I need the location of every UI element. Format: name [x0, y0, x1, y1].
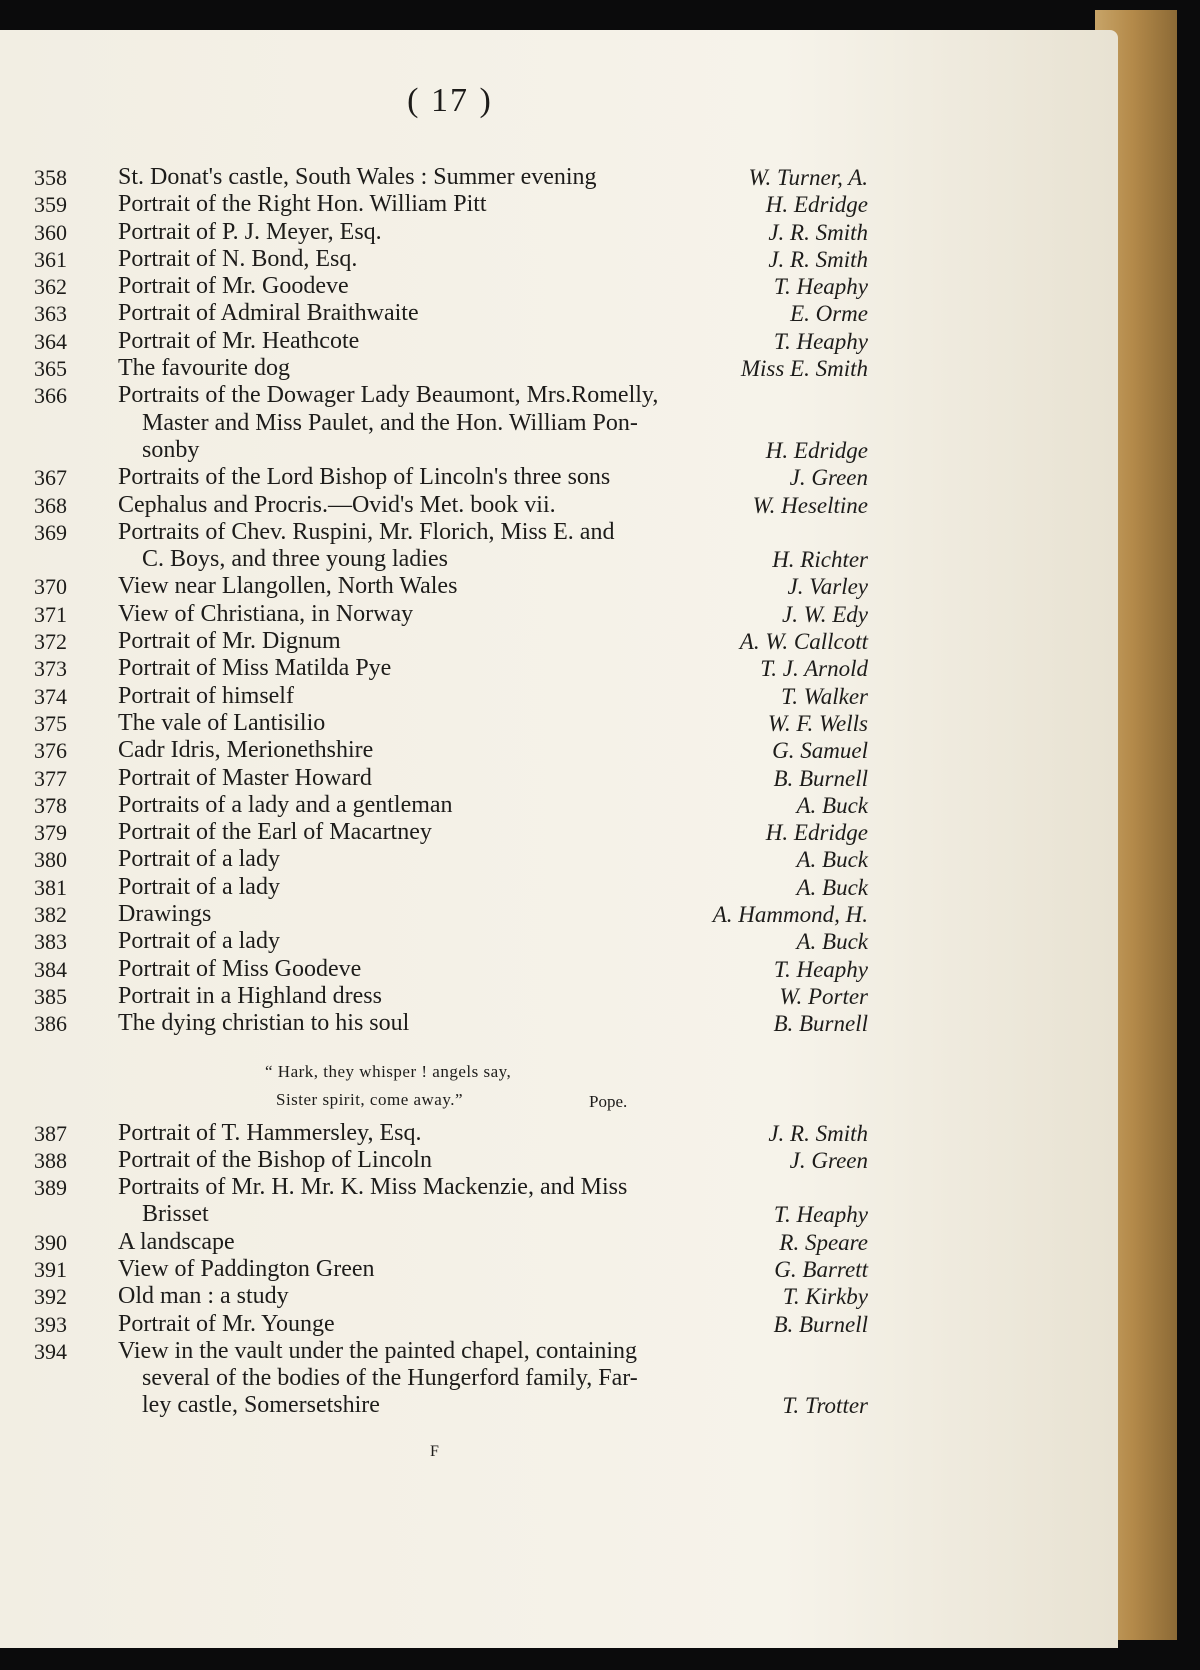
entry-row — [0, 191, 900, 218]
entry-row — [0, 573, 900, 600]
entry-row — [0, 1283, 900, 1310]
entry-artist: T. Heaphy — [773, 1202, 868, 1228]
entry-row — [0, 683, 900, 710]
entry-title: Portrait of P. J. Meyer, Esq. — [118, 218, 382, 245]
entry-artist: H. Edridge — [765, 820, 868, 846]
entry-row — [0, 1120, 900, 1147]
entry-title: Portrait of Mr. Heathcote — [118, 327, 360, 354]
entry-number: 383 — [34, 929, 67, 955]
entry-artist: Miss E. Smith — [740, 356, 868, 382]
entry-artist: H. Edridge — [765, 192, 868, 218]
entry-title: St. Donat's castle, South Wales : Summer evening — [118, 164, 597, 190]
entry-title: Portrait of a lady — [118, 846, 280, 873]
entry-row — [0, 1365, 900, 1392]
entry-number: 394 — [34, 1338, 67, 1364]
entry-title: Portrait of T. Hammersley, Esq. — [118, 1119, 422, 1146]
entry-row — [0, 765, 900, 792]
entry-number: 361 — [34, 246, 67, 272]
entry-artist: E. Orme — [790, 301, 868, 327]
entry-number: 386 — [34, 1011, 67, 1037]
entry-title: Portraits of Mr. H. Mr. K. Miss Mackenzie, and Miss — [118, 1174, 628, 1201]
entry-title-continuation: ley castle, Somersetshire — [142, 1392, 380, 1419]
quote-line-2: Sister spirit, come away.” — [276, 1089, 464, 1109]
entry-row — [0, 355, 900, 382]
entry-number: 360 — [34, 219, 67, 245]
entry-number: 384 — [34, 956, 67, 982]
entry-title-continuation: Master and Miss Paulet, and the Hon. William Pon- — [142, 409, 638, 436]
entry-artist: W. Porter — [779, 983, 868, 1009]
entry-title: Portraits of a lady and a gentleman — [118, 791, 453, 818]
quote-attribution: Pope. — [589, 1091, 628, 1111]
entry-artist: J. Green — [789, 465, 868, 491]
entry-number: 393 — [34, 1311, 67, 1337]
entry-title: Drawings — [118, 901, 212, 928]
entry-artist: B. Burnell — [773, 1311, 868, 1337]
entry-title: Portrait of the Right Hon. William Pitt — [118, 191, 487, 218]
entry-artist: H. Richter — [772, 547, 868, 573]
entry-artist: T. J. Arnold — [760, 656, 868, 682]
entry-title: Portrait of a lady — [118, 873, 280, 900]
entry-artist: T. Walker — [781, 683, 868, 709]
entry-number: 364 — [34, 328, 67, 354]
entry-artist: T. Heaphy — [773, 956, 868, 982]
entry-title-continuation: several of the bodies of the Hungerford family, Far- — [142, 1365, 638, 1392]
entry-row — [0, 874, 900, 901]
entry-title: Portrait of the Earl of Macartney — [118, 819, 432, 846]
entry-row — [0, 382, 900, 409]
entry-number: 370 — [34, 574, 67, 600]
page-number-header: ( 17 ) — [407, 82, 493, 119]
entry-row — [0, 1201, 900, 1228]
entry-title: Portrait of Miss Matilda Pye — [118, 655, 392, 682]
entry-row — [0, 901, 900, 928]
entry-number: 358 — [34, 165, 67, 190]
entry-row — [0, 1229, 900, 1256]
signature-mark: F — [430, 1443, 439, 1460]
entry-title: The vale of Lantisilio — [118, 709, 326, 736]
entry-row — [0, 519, 900, 546]
entry-artist: T. Trotter — [782, 1393, 868, 1419]
entry-artist: W. F. Wells — [767, 710, 868, 736]
entry-artist: J. R. Smith — [768, 246, 868, 272]
entry-title: Portraits of the Lord Bishop of Lincoln's three sons — [118, 464, 611, 491]
entry-title: Portrait of Master Howard — [118, 764, 372, 791]
entry-row — [0, 492, 900, 519]
entry-row — [0, 928, 900, 955]
entry-row — [0, 737, 900, 764]
entry-artist: T. Heaphy — [773, 274, 868, 300]
entry-title: Cadr Idris, Merionethshire — [118, 737, 374, 764]
entry-row — [0, 464, 900, 491]
entry-number: 385 — [34, 983, 67, 1009]
entry-number: 369 — [34, 519, 67, 545]
entry-title: The favourite dog — [118, 355, 290, 382]
entry-artist: A. Buck — [796, 847, 868, 873]
entry-artist: J. Varley — [787, 574, 868, 600]
entry-title-continuation: C. Boys, and three young ladies — [142, 546, 448, 573]
entry-row — [0, 601, 900, 628]
entry-artist: T. Kirkby — [782, 1284, 868, 1310]
entry-row — [0, 792, 900, 819]
entry-row — [0, 246, 900, 273]
entry-number: 372 — [34, 629, 67, 655]
entry-artist: G. Barrett — [774, 1256, 868, 1282]
entry-artist: J. W. Edy — [781, 601, 868, 627]
entry-title: A landscape — [118, 1228, 235, 1255]
entry-number: 365 — [34, 356, 67, 382]
entry-artist: A. Buck — [796, 929, 868, 955]
entry-artist: J. Green — [789, 1147, 868, 1173]
quote-line-1: “ Hark, they whisper ! angels say, — [265, 1061, 512, 1081]
entry-number: 359 — [34, 192, 67, 218]
entry-row — [0, 983, 900, 1010]
book-page — [0, 30, 1118, 1648]
entry-title: Portrait of himself — [118, 682, 294, 709]
entry-row — [0, 410, 900, 437]
entry-row — [0, 546, 900, 573]
entry-number: 362 — [34, 274, 67, 300]
entry-number: 390 — [34, 1229, 67, 1255]
entry-title: Portrait of N. Bond, Esq. — [118, 245, 358, 272]
entry-number: 378 — [34, 792, 67, 818]
entry-title: The dying christian to his soul — [118, 1010, 410, 1037]
entry-row — [0, 846, 900, 873]
entry-title: Portrait of the Bishop of Lincoln — [118, 1146, 432, 1173]
entry-number: 376 — [34, 738, 67, 764]
entry-title: Portrait of Mr. Younge — [118, 1310, 335, 1337]
entry-title: View of Paddington Green — [118, 1255, 375, 1282]
entry-title: Portrait in a Highland dress — [118, 982, 382, 1009]
entry-list-upper — [0, 164, 900, 1038]
entry-artist: T. Heaphy — [773, 328, 868, 354]
entry-number: 377 — [34, 765, 67, 791]
entry-title: View in the vault under the painted chapel, containing — [118, 1337, 638, 1364]
entry-artist: A. Buck — [796, 874, 868, 900]
entry-number: 391 — [34, 1256, 67, 1282]
entry-row — [0, 437, 900, 464]
entry-number: 381 — [34, 874, 67, 900]
entry-title-continuation: Brisset — [142, 1201, 209, 1228]
entry-row — [0, 956, 900, 983]
entry-artist: W. Turner, A. — [748, 165, 868, 190]
entry-row — [0, 1174, 900, 1201]
entry-artist: H. Edridge — [765, 437, 868, 463]
entry-row — [0, 328, 900, 355]
entry-title: Portrait of Miss Goodeve — [118, 955, 362, 982]
entry-artist: J. R. Smith — [768, 219, 868, 245]
entry-row — [0, 1147, 900, 1174]
entry-artist: A. Buck — [796, 792, 868, 818]
entry-artist: R. Speare — [779, 1229, 868, 1255]
entry-number: 366 — [34, 383, 67, 409]
entry-row — [0, 273, 900, 300]
entry-number: 380 — [34, 847, 67, 873]
entry-title-continuation: sonby — [142, 436, 200, 463]
entry-row — [0, 819, 900, 846]
entry-number: 379 — [34, 820, 67, 846]
entry-title: Portrait of Mr. Dignum — [118, 628, 341, 655]
entry-artist: A. W. Callcott — [739, 629, 868, 655]
entry-number: 367 — [34, 465, 67, 491]
entry-list-lower — [0, 1120, 900, 1420]
entry-title: Portraits of Chev. Ruspini, Mr. Florich, Miss E. and — [118, 518, 615, 545]
entry-artist: J. R. Smith — [768, 1120, 868, 1146]
entry-title: View of Christiana, in Norway — [118, 600, 414, 627]
entry-row — [0, 1392, 900, 1419]
entry-title: View near Llangollen, North Wales — [118, 573, 458, 600]
entry-title: Portrait of Mr. Goodeve — [118, 273, 349, 300]
entry-row — [0, 219, 900, 246]
entry-row — [0, 1010, 900, 1037]
entry-title: Portrait of a lady — [118, 928, 280, 955]
entry-row — [0, 1338, 900, 1365]
entry-artist: W. Heseltine — [752, 492, 868, 518]
entry-number: 363 — [34, 301, 67, 327]
entry-row — [0, 300, 900, 327]
entry-number: 375 — [34, 710, 67, 736]
entry-number: 389 — [34, 1175, 67, 1201]
entry-row — [0, 164, 900, 191]
entry-title: Cephalus and Procris.—Ovid's Met. book vii. — [118, 491, 556, 518]
entry-number: 388 — [34, 1147, 67, 1173]
entry-number: 387 — [34, 1120, 67, 1146]
entry-title: Portraits of the Dowager Lady Beaumont, Mrs.Romelly, — [118, 382, 659, 409]
entry-row — [0, 710, 900, 737]
entry-title: Portrait of Admiral Braithwaite — [118, 300, 419, 327]
entry-title: Old man : a study — [118, 1283, 289, 1310]
entry-number: 373 — [34, 656, 67, 682]
entry-artist: A. Hammond, H. — [712, 902, 868, 928]
entry-artist: B. Burnell — [773, 765, 868, 791]
entry-artist: G. Samuel — [772, 738, 868, 764]
entry-artist: B. Burnell — [773, 1011, 868, 1037]
entry-row — [0, 628, 900, 655]
entry-number: 382 — [34, 902, 67, 928]
entry-number: 368 — [34, 492, 67, 518]
entry-number: 392 — [34, 1284, 67, 1310]
catalogue-entries — [0, 164, 900, 1420]
entry-number: 371 — [34, 601, 67, 627]
entry-number: 374 — [34, 683, 67, 709]
entry-row — [0, 655, 900, 682]
poem-quote — [0, 1038, 900, 1120]
entry-row — [0, 1311, 900, 1338]
entry-row — [0, 1256, 900, 1283]
